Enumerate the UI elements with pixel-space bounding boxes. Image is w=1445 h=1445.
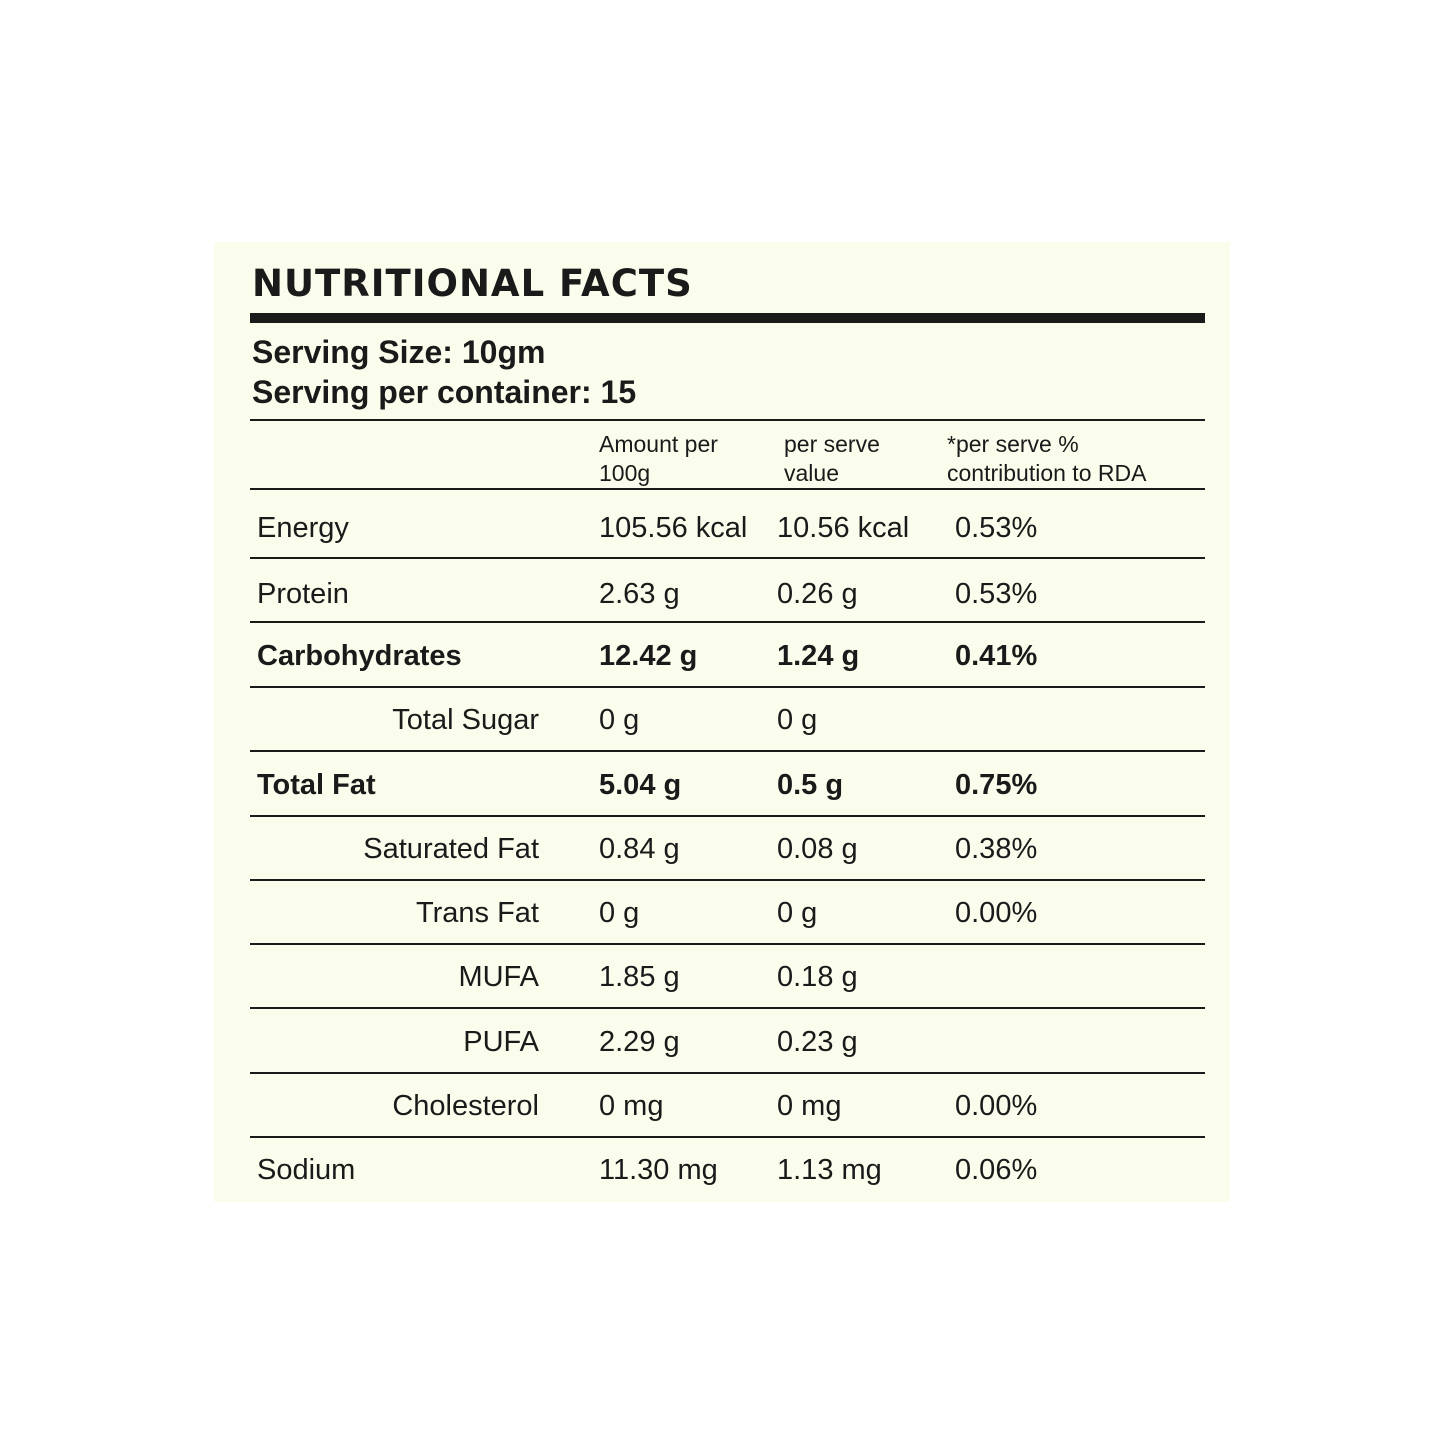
row-divider <box>250 1007 1205 1009</box>
nutrient-row-protein <box>250 563 1205 625</box>
nutrient-name: Trans Fat <box>415 896 539 929</box>
nutrient-name: PUFA <box>463 1025 539 1058</box>
column-header-line: value <box>784 460 839 486</box>
row-divider <box>250 1072 1205 1074</box>
column-header-per-100g <box>599 430 718 488</box>
nutrient-name: Carbohydrates <box>257 639 462 672</box>
row-divider <box>250 1136 1205 1138</box>
amount-per-100g: 5.04 g <box>599 768 682 801</box>
column-header-per-serve <box>784 430 880 488</box>
nutrient-row-sodium <box>250 1139 1205 1201</box>
serving-size: Serving Size: 10gm <box>252 334 546 370</box>
nutrient-row-trans-fat <box>250 882 1205 944</box>
nutrient-name: Total Fat <box>257 768 376 801</box>
nutrient-name: Sodium <box>257 1153 356 1186</box>
amount-per-100g: 2.63 g <box>599 577 680 610</box>
amount-per-serve: 1.13 mg <box>777 1153 882 1186</box>
column-header-line: *per serve % <box>947 431 1079 457</box>
rda-percent: 0.00% <box>955 896 1038 929</box>
header-top-divider <box>250 419 1205 421</box>
row-divider <box>250 686 1205 688</box>
amount-per-100g: 0.84 g <box>599 832 680 865</box>
nutrient-row-total-fat <box>250 754 1205 816</box>
row-divider <box>250 815 1205 817</box>
nutrient-row-energy <box>250 497 1205 559</box>
amount-per-serve: 0.23 g <box>777 1025 858 1058</box>
rda-percent: 0.53% <box>955 577 1038 610</box>
rda-percent: 0.41% <box>955 639 1038 672</box>
rda-percent: 0.06% <box>955 1153 1038 1186</box>
servings-per-container: Serving per container: 15 <box>252 374 637 410</box>
column-header-rda <box>947 430 1146 488</box>
column-header-line: per serve <box>784 431 880 457</box>
nutrient-row-pufa <box>250 1011 1205 1073</box>
rda-percent: 0.53% <box>955 511 1038 544</box>
amount-per-serve: 10.56 kcal <box>777 511 910 544</box>
column-header-line: contribution to RDA <box>947 460 1147 486</box>
label-title: NUTRITIONAL FACTS <box>252 262 693 305</box>
row-divider <box>250 750 1205 752</box>
amount-per-serve: 0 g <box>777 896 818 929</box>
nutrient-row-total-sugar <box>250 689 1205 751</box>
row-divider <box>250 557 1205 559</box>
amount-per-100g: 0 mg <box>599 1089 664 1122</box>
amount-per-serve: 0.08 g <box>777 832 858 865</box>
amount-per-serve: 0.5 g <box>777 768 844 801</box>
nutrient-name: Energy <box>257 511 349 544</box>
amount-per-100g: 1.85 g <box>599 960 680 993</box>
nutrient-name: Saturated Fat <box>363 832 539 865</box>
nutrient-name: Total Sugar <box>392 703 539 736</box>
nutrient-row-mufa <box>250 946 1205 1008</box>
amount-per-100g: 12.42 g <box>599 639 698 672</box>
column-header-line: Amount per <box>599 431 718 457</box>
amount-per-serve: 0 g <box>777 703 818 736</box>
nutrient-row-carbohydrates <box>250 625 1205 687</box>
row-divider <box>250 943 1205 945</box>
nutrient-name: Cholesterol <box>392 1089 539 1122</box>
header-bottom-divider <box>250 488 1205 490</box>
amount-per-serve: 1.24 g <box>777 639 860 672</box>
rda-percent: 0.75% <box>955 768 1038 801</box>
title-divider <box>250 313 1205 323</box>
nutrient-row-cholesterol <box>250 1075 1205 1137</box>
nutrient-row-saturated-fat <box>250 818 1205 880</box>
amount-per-100g: 0 g <box>599 896 640 929</box>
amount-per-100g: 0 g <box>599 703 640 736</box>
amount-per-100g: 105.56 kcal <box>599 511 748 544</box>
amount-per-100g: 11.30 mg <box>599 1153 718 1186</box>
rda-percent: 0.00% <box>955 1089 1038 1122</box>
amount-per-100g: 2.29 g <box>599 1025 680 1058</box>
row-divider <box>250 879 1205 881</box>
nutrient-name: MUFA <box>458 960 539 993</box>
column-header-line: 100g <box>599 460 651 486</box>
amount-per-serve: 0.26 g <box>777 577 858 610</box>
amount-per-serve: 0 mg <box>777 1089 842 1122</box>
nutrient-name: Protein <box>257 577 349 610</box>
row-divider <box>250 621 1205 623</box>
rda-percent: 0.38% <box>955 832 1038 865</box>
amount-per-serve: 0.18 g <box>777 960 858 993</box>
